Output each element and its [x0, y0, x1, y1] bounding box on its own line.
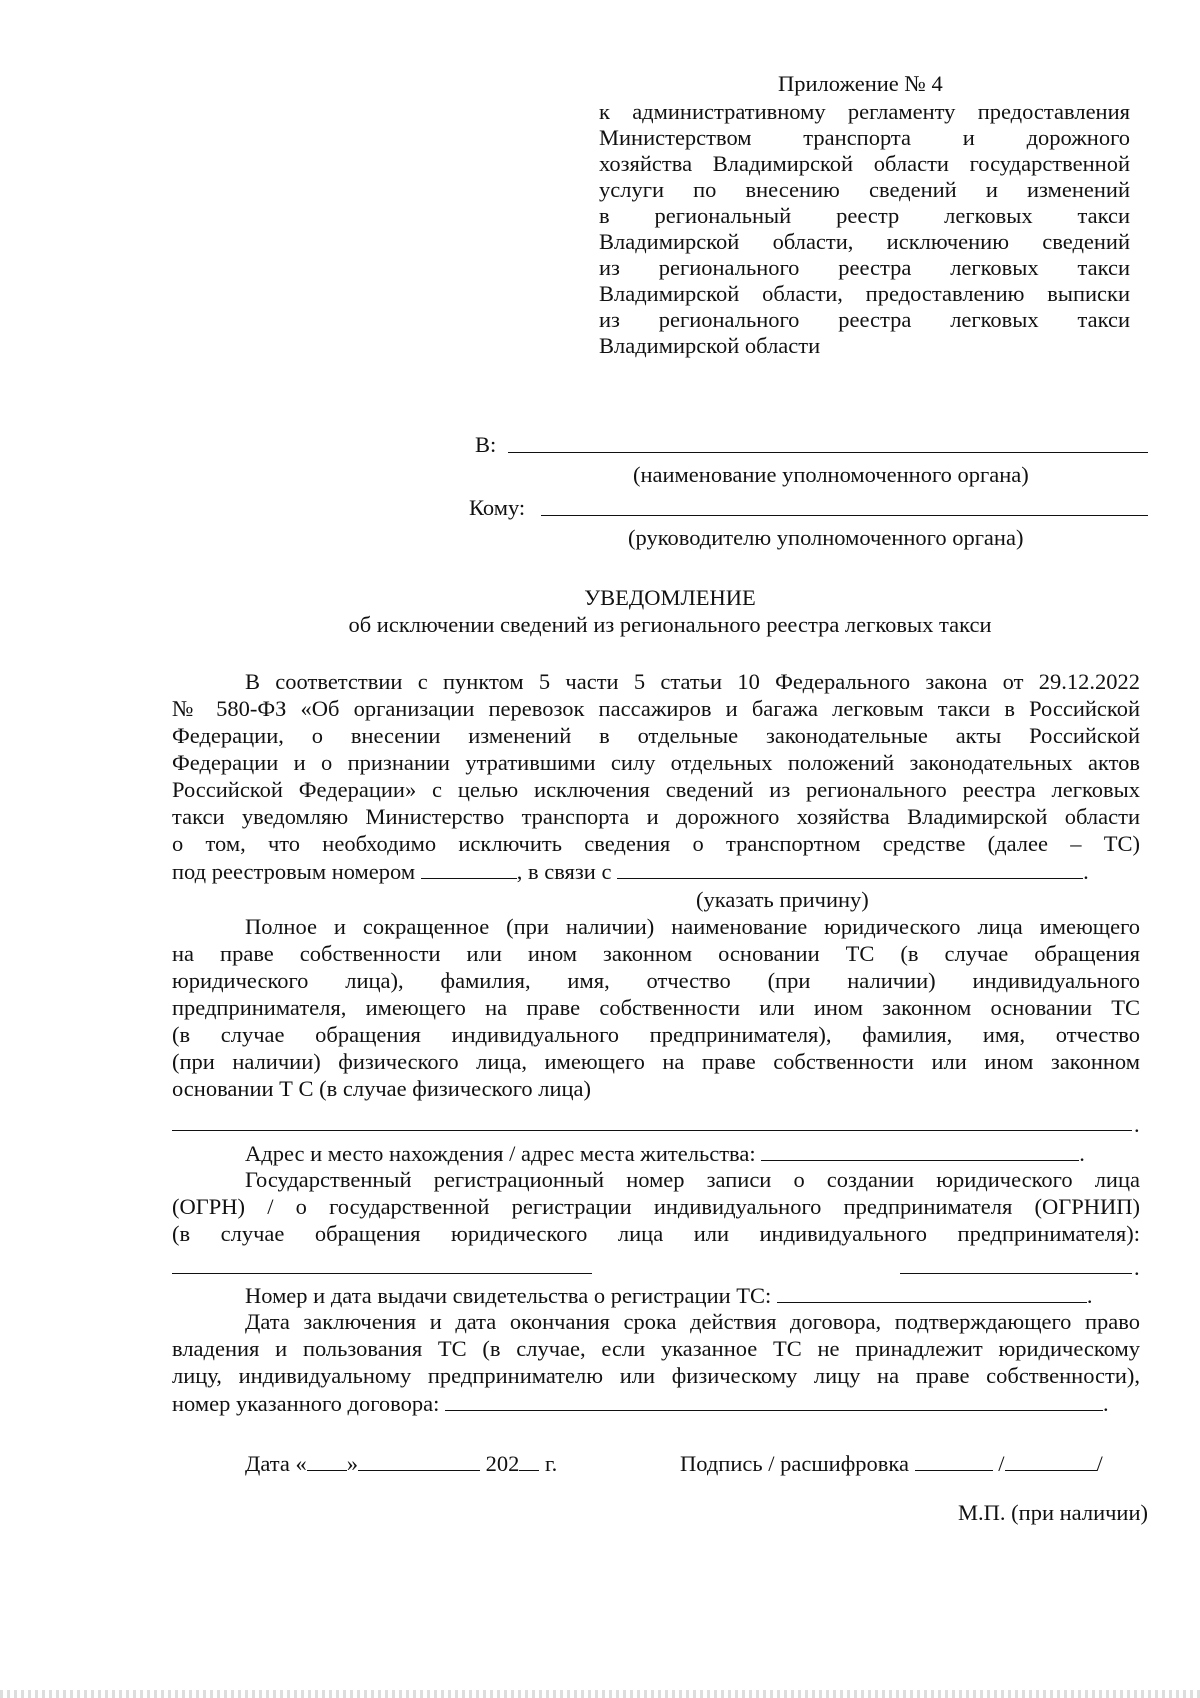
whom-field[interactable] [541, 515, 1148, 516]
body-line: предпринимателя, имеющего на праве собственности или ином законном основании ТС [172, 995, 1140, 1020]
body-line: (ОГРН) / о государственной регистрации индивидуального предпринимателя (ОГРНИП) [172, 1194, 1140, 1219]
ogrn-field-right[interactable] [900, 1273, 1132, 1274]
body-line: о том, что необходимо исключить сведения о транспортном средстве (далее – ТС) [172, 831, 1140, 856]
cert-field[interactable] [777, 1282, 1087, 1303]
body-line: В соответствии с пунктом 5 части 5 статьи 10 Федерального закона от 29.12.2022 [245, 669, 1140, 694]
appendix-line: из регионального реестра легковых такси [599, 255, 1130, 280]
body-line: Федерации и о признании утратившими силу отдельных положений законодательных актов [172, 750, 1140, 775]
body-line: на праве собственности или ином законном основании ТС (в случае обращения [172, 941, 1140, 966]
address-line [245, 1140, 1085, 1167]
body-line: (в случае обращения индивидуального предпринимателя), фамилия, имя, отчество [172, 1022, 1140, 1047]
contract-field[interactable] [445, 1390, 1103, 1411]
registry-number-field[interactable] [421, 858, 517, 879]
reason-field[interactable] [617, 858, 1083, 879]
appendix-title: Приложение № 4 [778, 71, 943, 96]
appendix-line: из регионального реестра легковых такси [599, 307, 1130, 332]
date-month-field[interactable] [358, 1450, 480, 1471]
period: . [1086, 1283, 1093, 1308]
address-label: Адрес и место нахождения / адрес места жительства: [245, 1141, 756, 1166]
stamp-note: М.П. (при наличии) [958, 1500, 1148, 1525]
signature-slash: / [1096, 1451, 1103, 1476]
body-line: (в случае обращения юридического лица или индивидуального предпринимателя): [172, 1221, 1140, 1246]
contract-label: номер указанного договора: [172, 1391, 440, 1416]
cert-label: Номер и дата выдачи свидетельства о регистрации ТС: [245, 1283, 772, 1308]
body-line: лицу, индивидуальному предпринимателю или физическому лицу на праве собственности), [172, 1363, 1140, 1388]
body-line: (при наличии) физического лица, имеющего на праве собственности или ином законном [172, 1049, 1140, 1074]
date-label: Дата « [245, 1451, 307, 1476]
signature-label: Подпись / расшифровка [680, 1451, 909, 1476]
to-label: В: [475, 432, 497, 457]
appendix-line: хозяйства Владимирской области государственной [599, 151, 1130, 176]
body-line: Федерации, о внесении изменений в отдельные законодательные акты Российской [172, 723, 1140, 748]
date-year-suffix: г. [544, 1451, 558, 1476]
body-line: владения и пользования ТС (в случае, если указанное ТС не принадлежит юридическому [172, 1336, 1140, 1361]
body-line: Полное и сокращенное (при наличии) наименование юридического лица имеющего [245, 914, 1140, 939]
period: . [1103, 1391, 1109, 1416]
appendix-line: услуги по внесению сведений и изменений [599, 177, 1130, 202]
appendix-line: к административному регламенту предоставления [599, 99, 1130, 124]
address-field[interactable] [761, 1140, 1079, 1161]
period: . [1134, 1112, 1140, 1137]
reason-label: , в связи с [516, 859, 612, 884]
signature-line [680, 1450, 1103, 1477]
appendix-line: Владимирской области, исключению сведений [599, 229, 1130, 254]
to-caption: (наименование уполномоченного органа) [633, 462, 1029, 487]
contract-line [172, 1390, 1109, 1417]
whom-caption: (руководителю уполномоченного органа) [628, 525, 1024, 550]
appendix-text [599, 99, 1130, 359]
period: . [1083, 859, 1089, 884]
date-year-field[interactable] [519, 1450, 539, 1471]
date-day-field[interactable] [307, 1450, 347, 1471]
doc-title: УВЕДОМЛЕНИЕ [584, 585, 756, 610]
body-line: основании Т С (в случае физического лица) [172, 1076, 592, 1101]
owner-name-field[interactable] [172, 1130, 1132, 1131]
ogrn-field-left[interactable] [172, 1273, 592, 1274]
appendix-line: в региональный реестр легковых такси [599, 203, 1130, 228]
appendix-line: Владимирской области [599, 333, 821, 358]
period: . [1134, 1255, 1140, 1280]
signature-field[interactable] [915, 1450, 993, 1471]
body-line: юридического лица), фамилия, имя, отчество (при наличии) индивидуального [172, 968, 1140, 993]
body-line: такси уведомляю Министерство транспорта и дорожного хозяйства Владимирской области [172, 804, 1140, 829]
signature-name-field[interactable] [1005, 1450, 1097, 1471]
reason-caption: (указать причину) [696, 887, 869, 912]
whom-label: Кому: [469, 495, 526, 520]
registry-line [172, 858, 1089, 885]
body-line: Государственный регистрационный номер записи о создании юридического лица [245, 1167, 1140, 1192]
scan-edge [0, 1690, 1200, 1698]
body-line: № 580-ФЗ «Об организации перевозок пассажиров и багажа легковым такси в Российской [172, 696, 1140, 721]
cert-line [245, 1282, 1093, 1309]
body-line: Дата заключения и дата окончания срока действия договора, подтверждающего право [245, 1309, 1140, 1334]
date-mid: » [346, 1451, 358, 1476]
signature-slash: / [998, 1451, 1005, 1476]
doc-subtitle: об исключении сведений из регионального реестра легковых такси [348, 612, 992, 637]
date-year: 202 [485, 1451, 520, 1476]
period: . [1079, 1141, 1085, 1166]
appendix-line: Владимирской области, предоставлению выписки [599, 281, 1130, 306]
to-field[interactable] [508, 452, 1148, 453]
body-line: Российской Федерации» с целью исключения сведений из регионального реестра легковых [172, 777, 1140, 802]
date-line [245, 1450, 557, 1477]
registry-label: под реестровым номером [172, 859, 416, 884]
appendix-line: Министерством транспорта и дорожного [599, 125, 1130, 150]
